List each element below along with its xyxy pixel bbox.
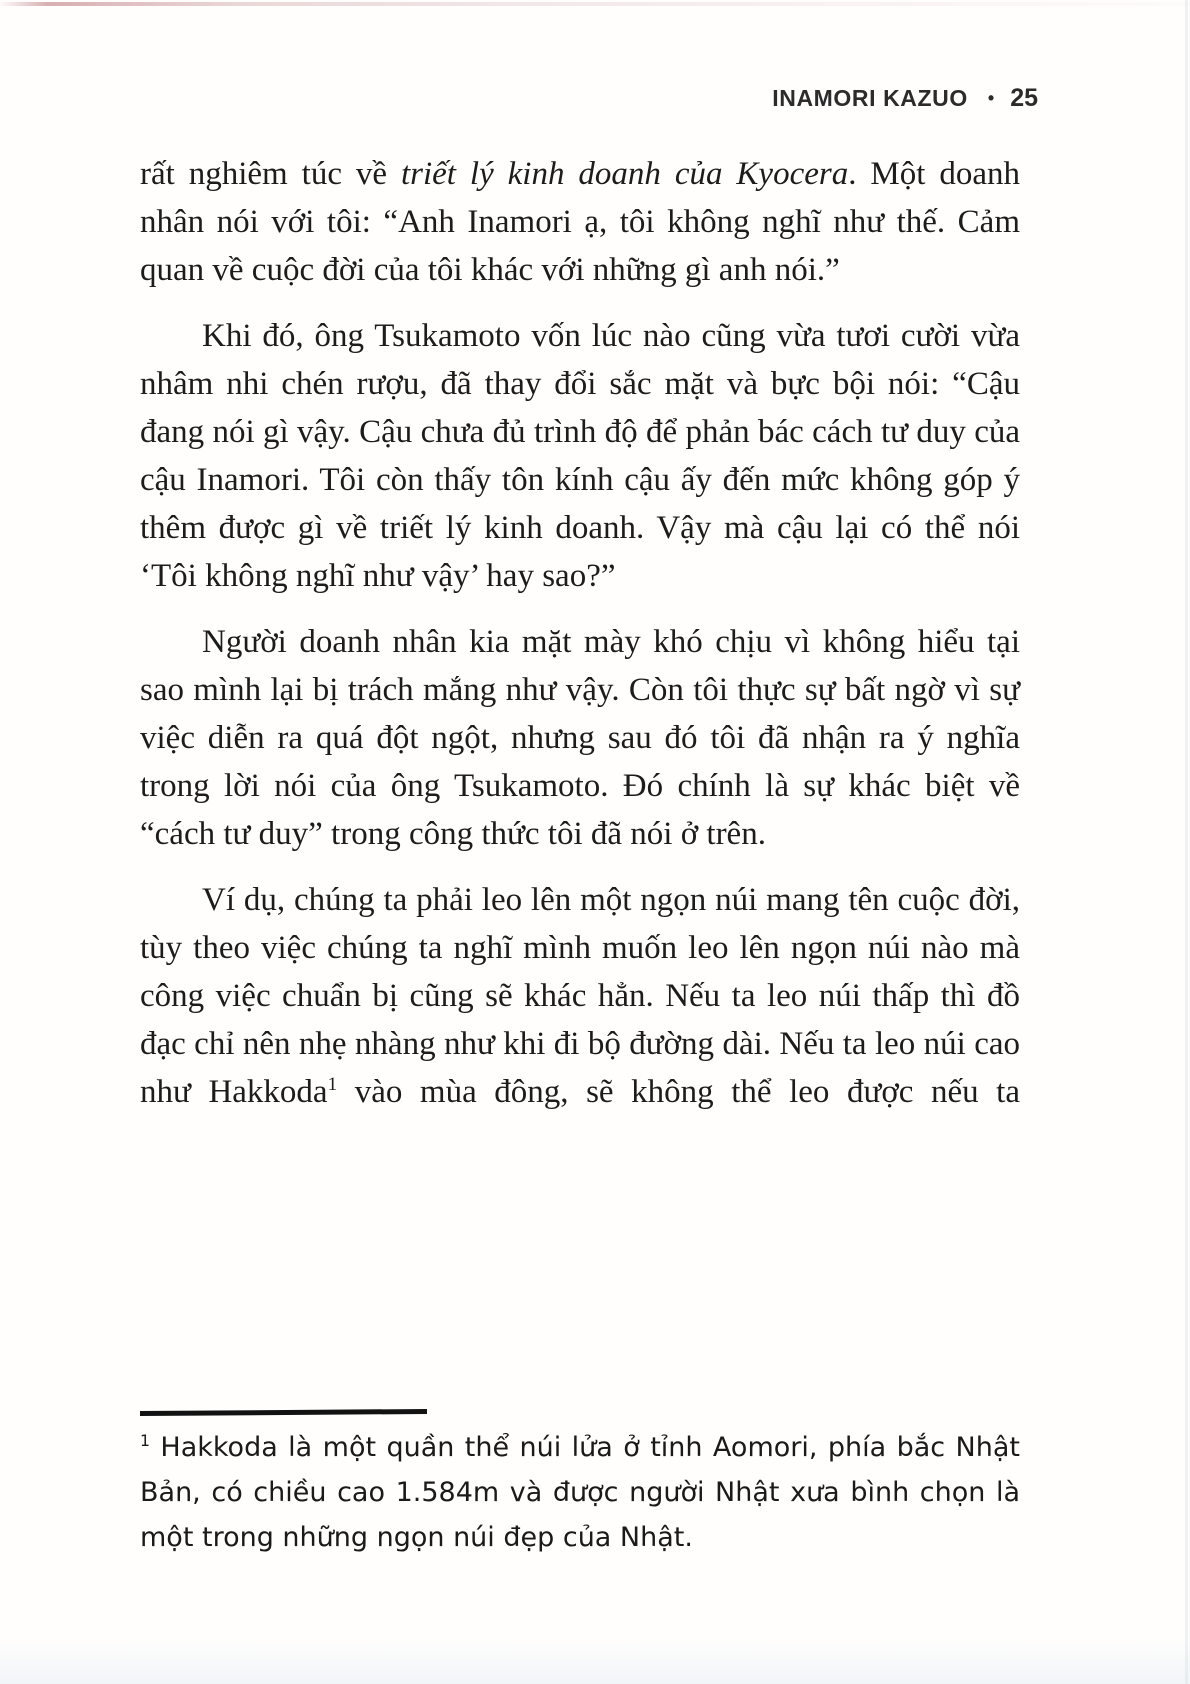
footnote-divider (140, 1409, 427, 1416)
body-paragraph: Ví dụ, chúng ta phải leo lên một ngọn núi mang tên cuộc đời, tùy theo việc chúng ta nghĩ mình muốn leo lên ngọn núi nào mà công việc chuẩn bị cũng sẽ khác hẳn. Nếu ta leo núi thấp thì đồ đạc chỉ nên nhẹ nhàng như khi đi bộ đường dài. Nếu ta leo núi cao như Hakkoda$^1$ vào mùa đông, sẽ không thể leo được nếu ta (140, 882, 1021, 1110)
scan-artifact-bottom-band (0, 1638, 1190, 1684)
scan-artifact-top-line (0, 2, 1190, 6)
body-paragraph: Người doanh nhân kia mặt mày khó chịu vì không hiểu tại sao mình lại bị trách mắng như vậy. Còn tôi thực sự bất ngờ vì sự việc diễn ra quá đột ngột, nhưng sau đó tôi đã nhận ra ý nghĩa trong lời nói của ông Tsukamoto. Đó chính là sự khác biệt về “cách tư duy” trong công thức tôi đã nói ở trên. (140, 624, 1020, 852)
footnote-block (140, 1410, 1020, 1560)
body-text (140, 150, 1020, 1134)
running-header (140, 84, 1038, 113)
body-paragraph: rất nghiêm túc về triết lý kinh doanh của Kyocera. Một doanh nhân nói với tôi: “Anh Inamori ạ, tôi không nghĩ như thế. Cảm quan về cuộc đời của tôi khác với những gì anh nói.” (140, 156, 1020, 288)
body-paragraph: Khi đó, ông Tsukamoto vốn lúc nào cũng vừa tươi cười vừa nhâm nhi chén rượu, đã thay đổi sắc mặt và bực bội nói: “Cậu đang nói gì vậy. Cậu chưa đủ trình độ để phản bác cách tư duy của cậu Inamori. Tôi còn thấy tôn kính cậu ấy đến mức không góp ý thêm được gì về triết lý kinh doanh. Vậy mà cậu lại có thể nói ‘Tôi không nghĩ như vậy’ hay sao?” (140, 318, 1020, 594)
footnote-text: $^1$ Hakkoda là một quần thể núi lửa ở tỉnh Aomori, phía bắc Nhật Bản, có chiều cao 1.584m và được người Nhật xưa bình chọn là một trong những ngọn núi đẹp của Nhật. (140, 1431, 1020, 1553)
page-number: 25 (1010, 84, 1038, 112)
header-author-title: INAMORI KAZUO (772, 85, 968, 111)
scan-artifact-right-edge (1185, 0, 1188, 1684)
bullet-separator-icon: • (987, 88, 995, 108)
